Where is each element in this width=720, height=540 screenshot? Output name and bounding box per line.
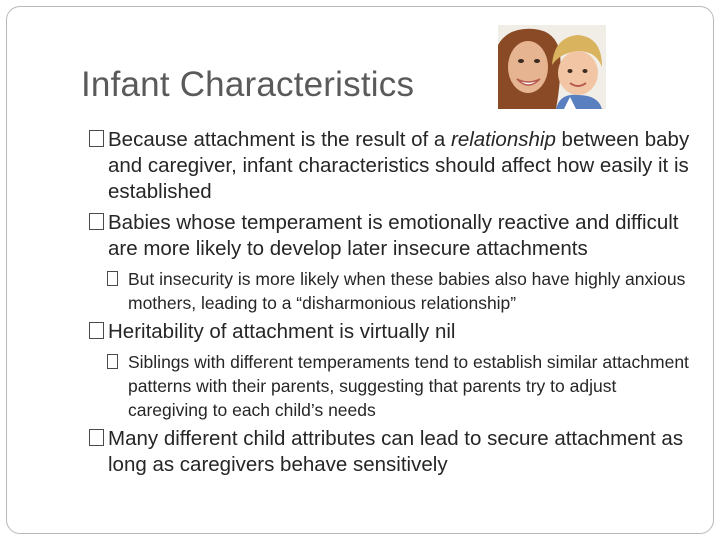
sub-bullet-item <box>84 350 696 422</box>
bullet-emphasis: relationship <box>451 128 556 151</box>
square-bullet-icon <box>89 130 104 147</box>
square-bullet-icon <box>89 322 104 339</box>
square-bullet-icon <box>89 213 104 230</box>
bullet-text: Many different child attributes can lead to secure attachment as long as caregivers behave sensitively <box>108 427 684 476</box>
bullet-text: Because attachment is the result of a <box>108 128 451 151</box>
square-bullet-icon <box>107 354 118 369</box>
bullet-text: Babies whose temperament is emotionally reactive and difficult are more likely to develop later insecure attachments <box>108 211 679 260</box>
bullet-text: between baby and caregiver, infant characteristics should affect how easily it is established <box>108 128 690 203</box>
square-bullet-icon <box>89 429 104 446</box>
bullet-list <box>84 127 696 483</box>
sub-bullet-text: Siblings with different temperaments tend to establish similar attachment patterns with their parents, suggesting that parents try to adjust caregiving to each child’s needs <box>128 352 689 420</box>
sub-bullet-text: But insecurity is more likely when these babies also have highly anxious mothers, leading to a “disharmonious relationship” <box>128 269 686 313</box>
mother-child-photo <box>498 25 606 109</box>
slide-frame <box>6 6 714 534</box>
bullet-item <box>84 426 696 478</box>
mother-child-photo-icon <box>498 25 606 109</box>
bullet-text: Heritability of attachment is virtually nil <box>108 320 456 343</box>
bullet-item <box>84 210 696 262</box>
sub-bullet-item <box>84 267 696 315</box>
square-bullet-icon <box>107 271 118 286</box>
slide-title: Infant Characteristics <box>81 65 415 104</box>
bullet-item <box>84 319 696 345</box>
bullet-item <box>84 127 696 205</box>
